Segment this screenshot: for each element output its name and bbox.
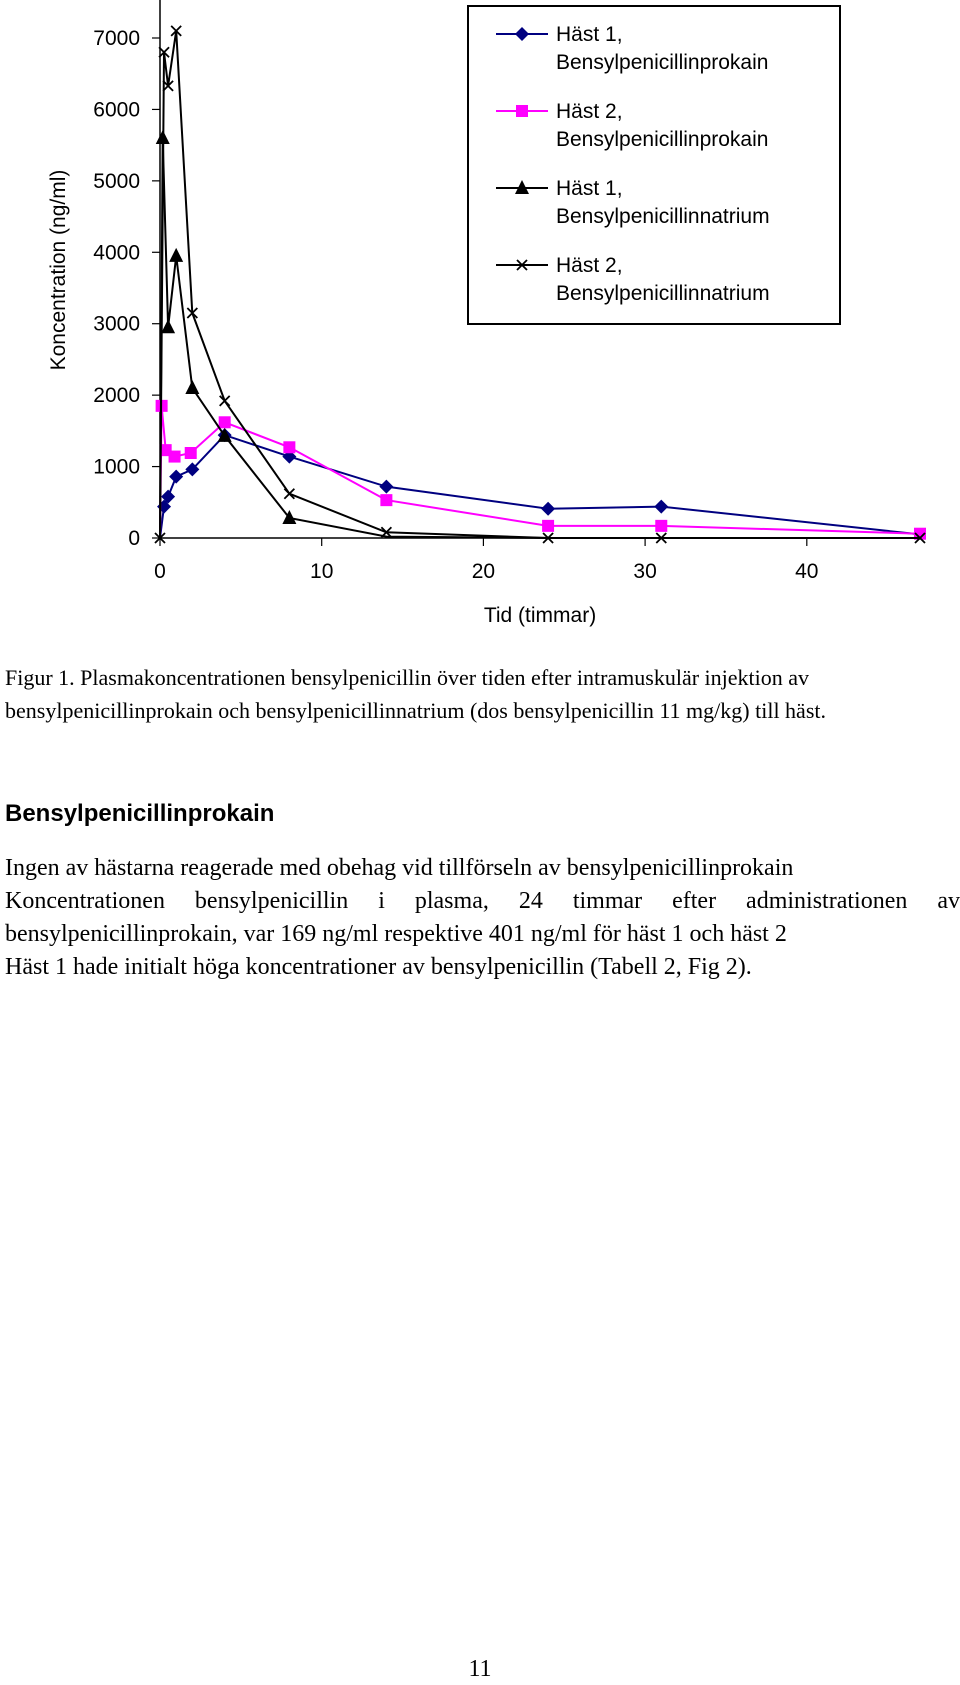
legend-label: Häst 2,	[556, 254, 623, 277]
y-tick-label: 7000	[93, 27, 140, 50]
paragraph-line: Ingen av hästarna reagerade med obehag vid tillförseln av bensylpenicillinprokain	[5, 855, 794, 881]
data-point-triangle	[161, 319, 175, 333]
y-tick-label: 0	[128, 527, 140, 550]
data-point-square	[516, 105, 528, 117]
body-paragraph	[5, 852, 960, 984]
section-heading: Bensylpenicillinprokain	[5, 800, 275, 827]
y-tick-label: 3000	[93, 312, 140, 336]
paragraph-line: Häst 1 hade initialt höga koncentrationer av bensylpenicillin (Tabell 2, Fig 2).	[5, 954, 752, 980]
concentration-chart	[0, 0, 960, 660]
data-point-triangle	[169, 248, 183, 262]
legend-label: Bensylpenicillinnatrium	[556, 205, 770, 228]
data-point-square	[169, 451, 181, 463]
series-1	[157, 428, 920, 538]
paragraph-line: bensylpenicillinprokain, var 169 ng/ml respektive 401 ng/ml för häst 1 och häst 2	[5, 921, 787, 947]
y-tick-label: 4000	[93, 241, 140, 265]
x-tick-label: 0	[154, 560, 166, 583]
y-tick-label: 5000	[93, 169, 140, 193]
data-point-square	[283, 441, 295, 453]
data-point-square	[219, 416, 231, 428]
data-point-diamond	[169, 470, 183, 484]
data-point-square	[380, 494, 392, 506]
x-tick-label: 20	[471, 560, 496, 583]
page-number: 11	[468, 1656, 492, 1682]
y-tick-label: 2000	[93, 384, 140, 408]
y-axis-label: Koncentration (ng/ml)	[47, 169, 70, 371]
x-tick-label: 10	[310, 560, 334, 583]
legend-label: Häst 1,	[556, 23, 623, 46]
figure-caption: Figur 1. Plasmakoncentrationen bensylpenicillin över tiden efter intramuskulär injektion av bensylpenicillinprokain och bensylpenicillinnatrium (dos bensylpenicillin 11 mg/kg) till häst.	[5, 665, 826, 723]
data-point-square	[655, 520, 667, 532]
legend-label: Häst 2,	[556, 100, 623, 123]
data-point-diamond	[379, 480, 393, 494]
series-2	[156, 400, 926, 540]
data-point-triangle	[185, 380, 199, 394]
paragraph-line: Koncentrationen bensylpenicillin i plasma, 24 timmar efter administrationen av	[5, 888, 960, 914]
y-tick-label: 6000	[93, 98, 140, 122]
data-point-x	[284, 489, 294, 499]
data-point-square	[542, 520, 554, 532]
data-point-diamond	[541, 502, 555, 516]
data-point-x	[220, 396, 230, 406]
data-point-diamond	[654, 500, 668, 514]
x-tick-label: 30	[633, 560, 657, 583]
x-tick-label: 40	[795, 560, 819, 583]
legend-label: Häst 1,	[556, 177, 623, 200]
legend-label: Bensylpenicillinprokain	[556, 128, 769, 151]
x-axis-label: Tid (timmar)	[483, 604, 597, 627]
data-point-square	[185, 447, 197, 459]
chart-legend	[468, 6, 840, 324]
legend-label: Bensylpenicillinprokain	[556, 51, 769, 74]
series-line	[160, 435, 920, 538]
y-tick-label: 1000	[93, 455, 140, 479]
legend-label: Bensylpenicillinnatrium	[556, 282, 770, 305]
